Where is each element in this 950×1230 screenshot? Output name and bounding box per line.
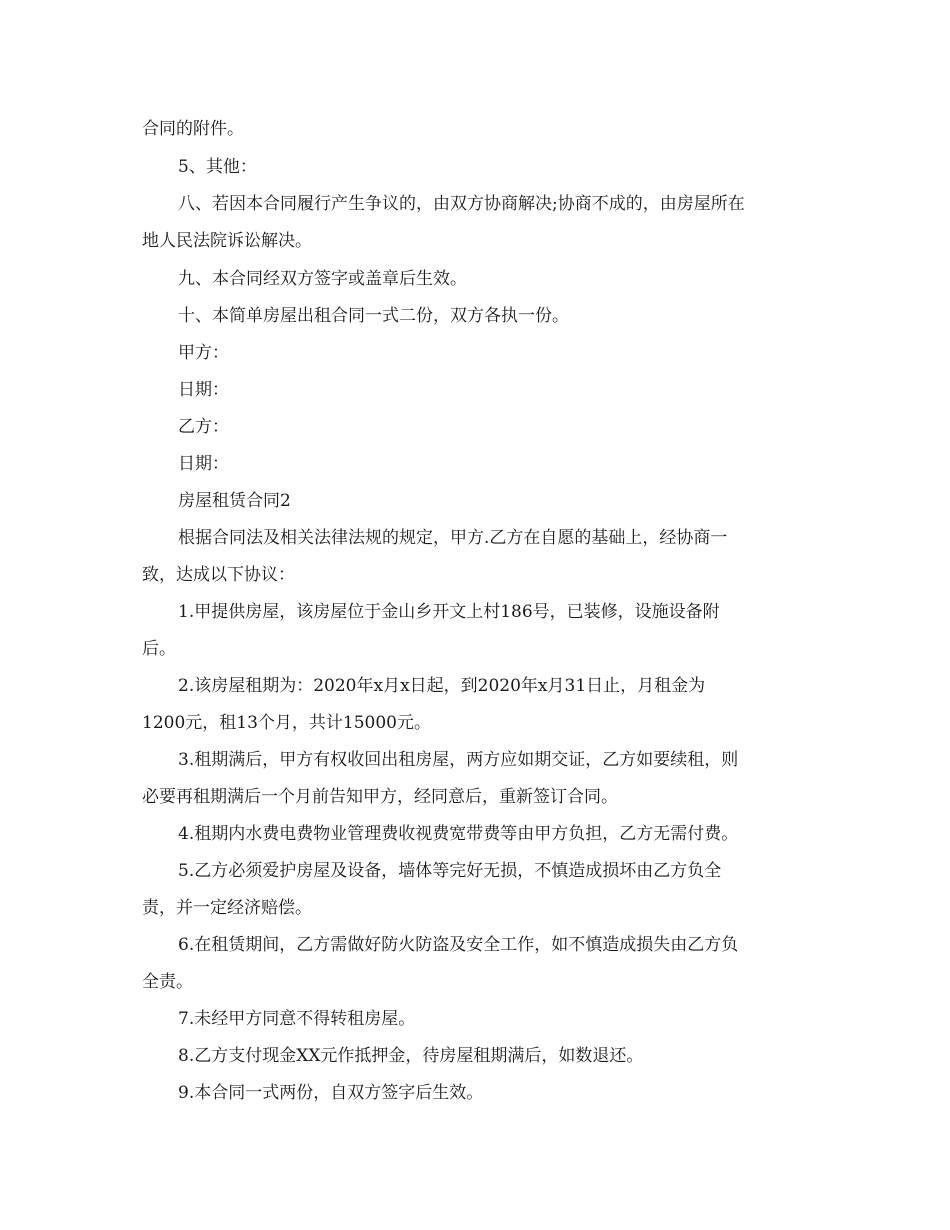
text-line: 8.乙方支付现金XX元作抵押金，待房屋租期满后，如数退还。 [178,1046,644,1066]
text-line: 责，并一定经济赔偿。 [142,898,312,918]
text-line: 5.乙方必须爱护房屋及设备，墙体等完好无损，不慎造成损坏由乙方负全 [178,861,722,881]
text-line: 地人民法院诉讼解决。 [142,231,312,251]
text-line: 十、本简单房屋出租合同一式二份，双方各执一份。 [178,306,569,326]
text-line: 6.在租赁期间，乙方需做好防火防盗及安全工作，如不慎造成损失由乙方负 [178,935,739,955]
text-line: 1.甲提供房屋，该房屋位于金山乡开文上村186号，已装修，设施设备附 [178,602,720,622]
text-line: 甲方： [178,343,229,363]
text-line: 后。 [142,639,176,659]
text-line: 必要再租期满后一个月前告知甲方，经同意后，重新签订合同。 [142,787,618,807]
text-line: 根据合同法及相关法律法规的规定，甲方.乙方在自愿的基础上，经协商一 [178,528,728,548]
text-line: 日期： [178,454,229,474]
text-line: 八、若因本合同履行产生争议的，由双方协商解决;协商不成的，由房屋所在 [178,194,745,214]
text-line: 7.未经甲方同意不得转租房屋。 [178,1009,416,1029]
text-line: 九、本合同经双方签字或盖章后生效。 [178,269,467,289]
text-line: 乙方： [178,417,229,437]
text-line: 9.本合同一式两份，自双方签字后生效。 [178,1083,484,1103]
text-line: 全责。 [142,972,193,992]
text-line: 4.租期内水费电费物业管理费收视费宽带费等由甲方负担，乙方无需付费。 [178,824,739,844]
text-line: 日期： [178,380,229,400]
text-line: 3.租期满后，甲方有权收回出租房屋，两方应如期交证，乙方如要续租，则 [178,750,739,770]
text-line: 2.该房屋租期为：2020年x月x日起，到2020年x月31日止，月租金为 [178,676,706,696]
text-line: 5、其他： [178,157,257,177]
text-line: 合同的附件。 [142,119,244,139]
text-line: 1200元，租13个月，共计15000元。 [142,713,431,733]
text-line: 致，达成以下协议： [142,565,295,585]
section-heading: 房屋租赁合同2 [178,491,291,511]
